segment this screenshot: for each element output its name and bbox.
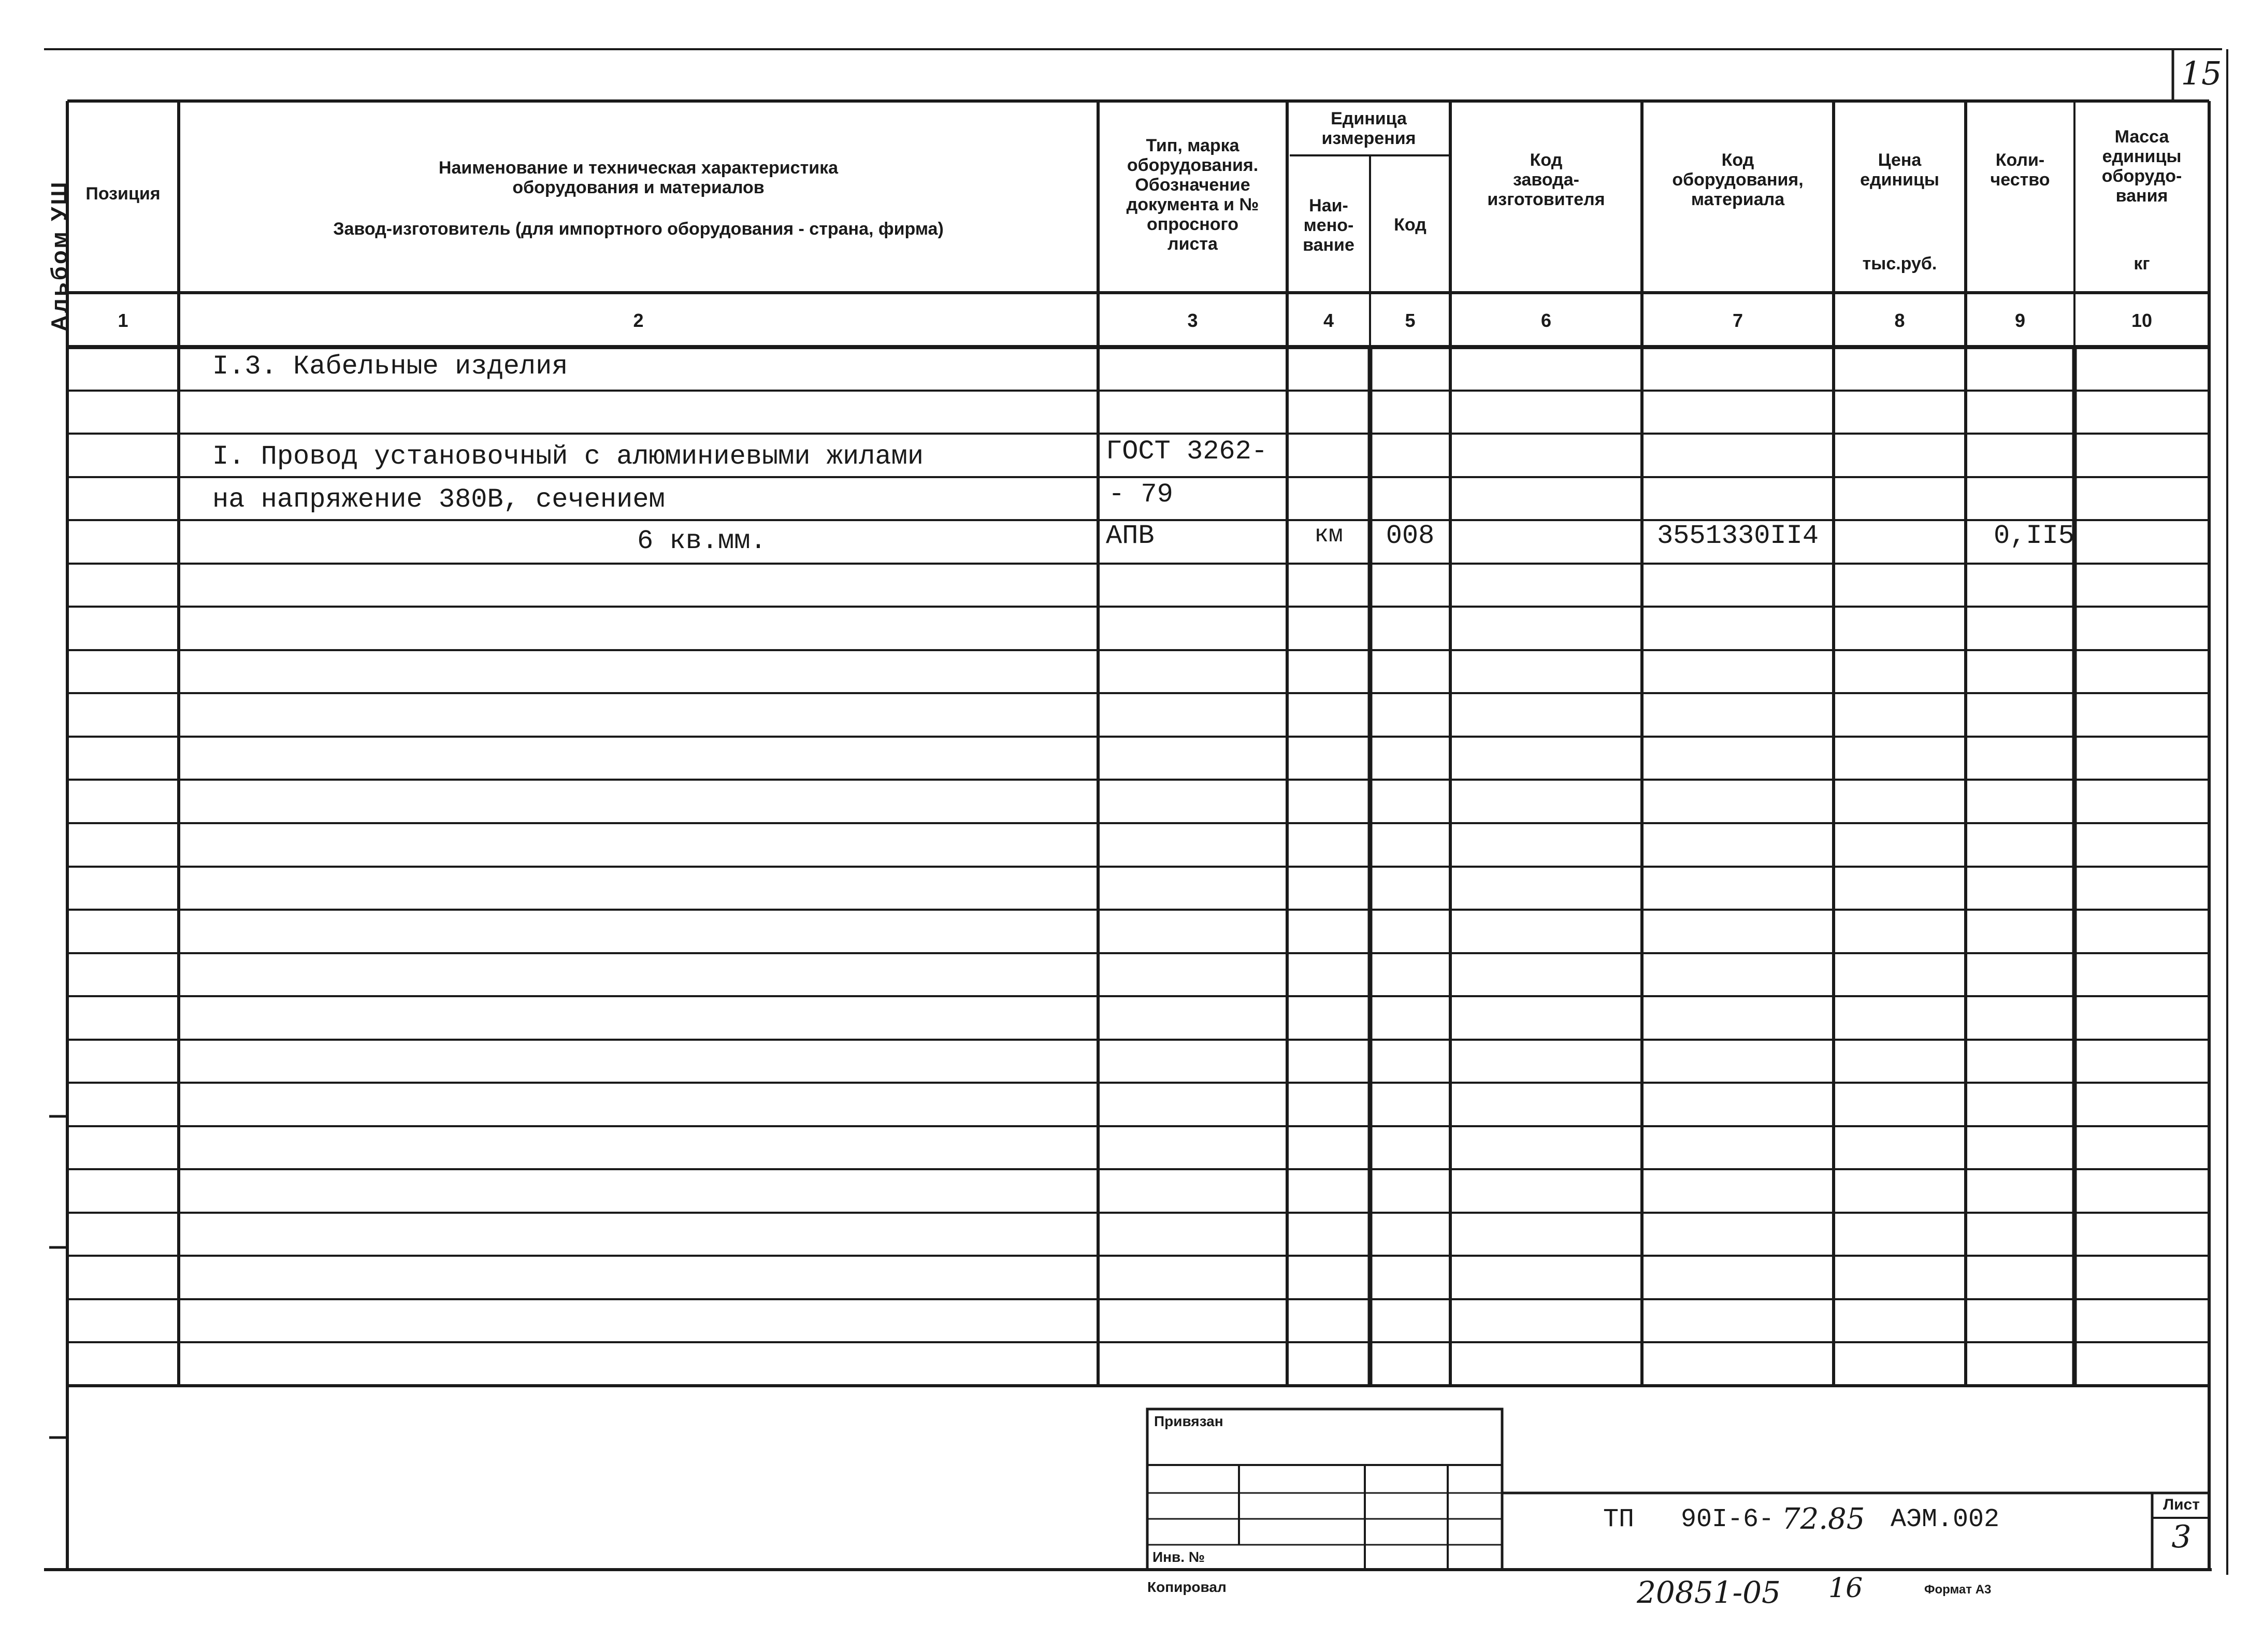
sheet-label: Лист — [2163, 1496, 2200, 1513]
header-name-line3: Завод-изготовитель (для импортного оборудования - страна, фирма) — [333, 219, 944, 239]
format-label: Формат А3 — [1924, 1583, 1992, 1597]
row-5-type: АПВ — [1106, 521, 1155, 551]
column-number: 8 — [1894, 310, 1905, 331]
header-unit-line: Единица — [1331, 109, 1407, 128]
header-quantity — [1966, 150, 2074, 190]
doc-prefix: ТП — [1603, 1505, 1635, 1534]
column-number: 2 — [633, 310, 644, 331]
doc-number: 90I-6- — [1681, 1505, 1775, 1534]
column-number: 5 — [1405, 310, 1416, 331]
header-unit-name-line: вание — [1303, 235, 1354, 255]
row-5-code: 008 — [1386, 521, 1435, 551]
header-type-line: листа — [1167, 234, 1218, 254]
header-unit-group — [1287, 109, 1450, 148]
header-mass-line: вания — [2115, 186, 2168, 206]
archive-sheet: 16 — [1828, 1573, 1863, 1604]
column-number: 6 — [1540, 310, 1552, 331]
header-name-line2: оборудования и материалов — [512, 178, 765, 197]
header-unit-code: Код — [1394, 215, 1426, 235]
header-price-unit: тыс.руб. — [1862, 254, 1937, 274]
header-material-code — [1642, 150, 1834, 209]
header-price-line: единицы — [1860, 170, 1939, 190]
header-mass-unit: кг — [2134, 254, 2150, 274]
doc-code: АЭМ.002 — [1891, 1505, 2000, 1534]
column-number: 7 — [1732, 310, 1743, 331]
row-5-unit: км — [1314, 522, 1343, 549]
row-4-type: - 79 — [1108, 479, 1173, 510]
header-position: Позиция — [85, 184, 161, 204]
header-type-line: Обозначение — [1135, 175, 1250, 195]
header-unit-line: измерения — [1321, 128, 1416, 148]
stamp-inv-label: Инв. № — [1152, 1549, 1205, 1565]
row-5-name: 6 кв.мм. — [637, 526, 767, 556]
stamp-copied-label: Копировал — [1147, 1579, 1227, 1595]
row-5-quantity: 0,II5 — [1993, 521, 2074, 551]
row-5-material-code: 3551330II4 — [1656, 521, 1819, 551]
header-manufacturer-code-line: завода- — [1513, 170, 1579, 190]
header-material-code-line: материала — [1691, 190, 1785, 209]
header-price — [1834, 150, 1966, 190]
header-manufacturer-code-line: изготовителя — [1487, 190, 1605, 209]
row-1-name: I.3. Кабельные изделия — [212, 351, 568, 382]
column-number: 9 — [2014, 310, 2026, 331]
header-quantity-line: Коли- — [1995, 150, 2045, 170]
column-number: 3 — [1187, 310, 1198, 331]
header-name-line1: Наименование и техническая характеристика — [438, 158, 839, 178]
archive-number: 20851-05 — [1637, 1575, 1781, 1610]
header-mass-line: оборудо- — [2101, 166, 2182, 186]
column-number: 10 — [2131, 310, 2153, 331]
page-number: 15 — [2181, 54, 2222, 92]
row-3-type: ГОСТ 3262- — [1106, 436, 1268, 467]
header-type-line: опросного — [1146, 214, 1239, 234]
header-mass-line: Масса — [2114, 127, 2169, 147]
row-3-name: I. Провод установочный с алюминиевыми жилами — [212, 441, 924, 472]
row-4-name: на напряжение 380В, сечением — [212, 484, 665, 515]
header-unit-name — [1287, 196, 1370, 255]
header-manufacturer-code — [1450, 150, 1642, 209]
stamp-linked-label: Привязан — [1154, 1413, 1223, 1429]
header-quantity-line: чество — [1990, 170, 2050, 190]
header-type — [1098, 136, 1287, 254]
header-material-code-line: оборудования, — [1672, 170, 1804, 190]
column-number: 4 — [1323, 310, 1334, 331]
album-margin-label: Альбом УШ — [47, 180, 72, 332]
header-unit-name-line: мено- — [1303, 216, 1354, 235]
header-type-line: документа и № — [1126, 195, 1259, 214]
doc-number-handwritten: 72.85 — [1782, 1502, 1865, 1536]
sheet-number: 3 — [2171, 1519, 2192, 1555]
header-mass — [2074, 127, 2209, 206]
header-unit-name-line: Наи- — [1309, 196, 1348, 216]
column-number: 1 — [118, 310, 128, 331]
header-type-line: оборудования. — [1127, 155, 1259, 175]
header-manufacturer-code-line: Код — [1530, 150, 1563, 170]
header-price-line: Цена — [1878, 150, 1922, 170]
header-mass-line: единицы — [2102, 147, 2182, 166]
header-material-code-line: Код — [1721, 150, 1754, 170]
header-type-line: Тип, марка — [1146, 136, 1239, 155]
